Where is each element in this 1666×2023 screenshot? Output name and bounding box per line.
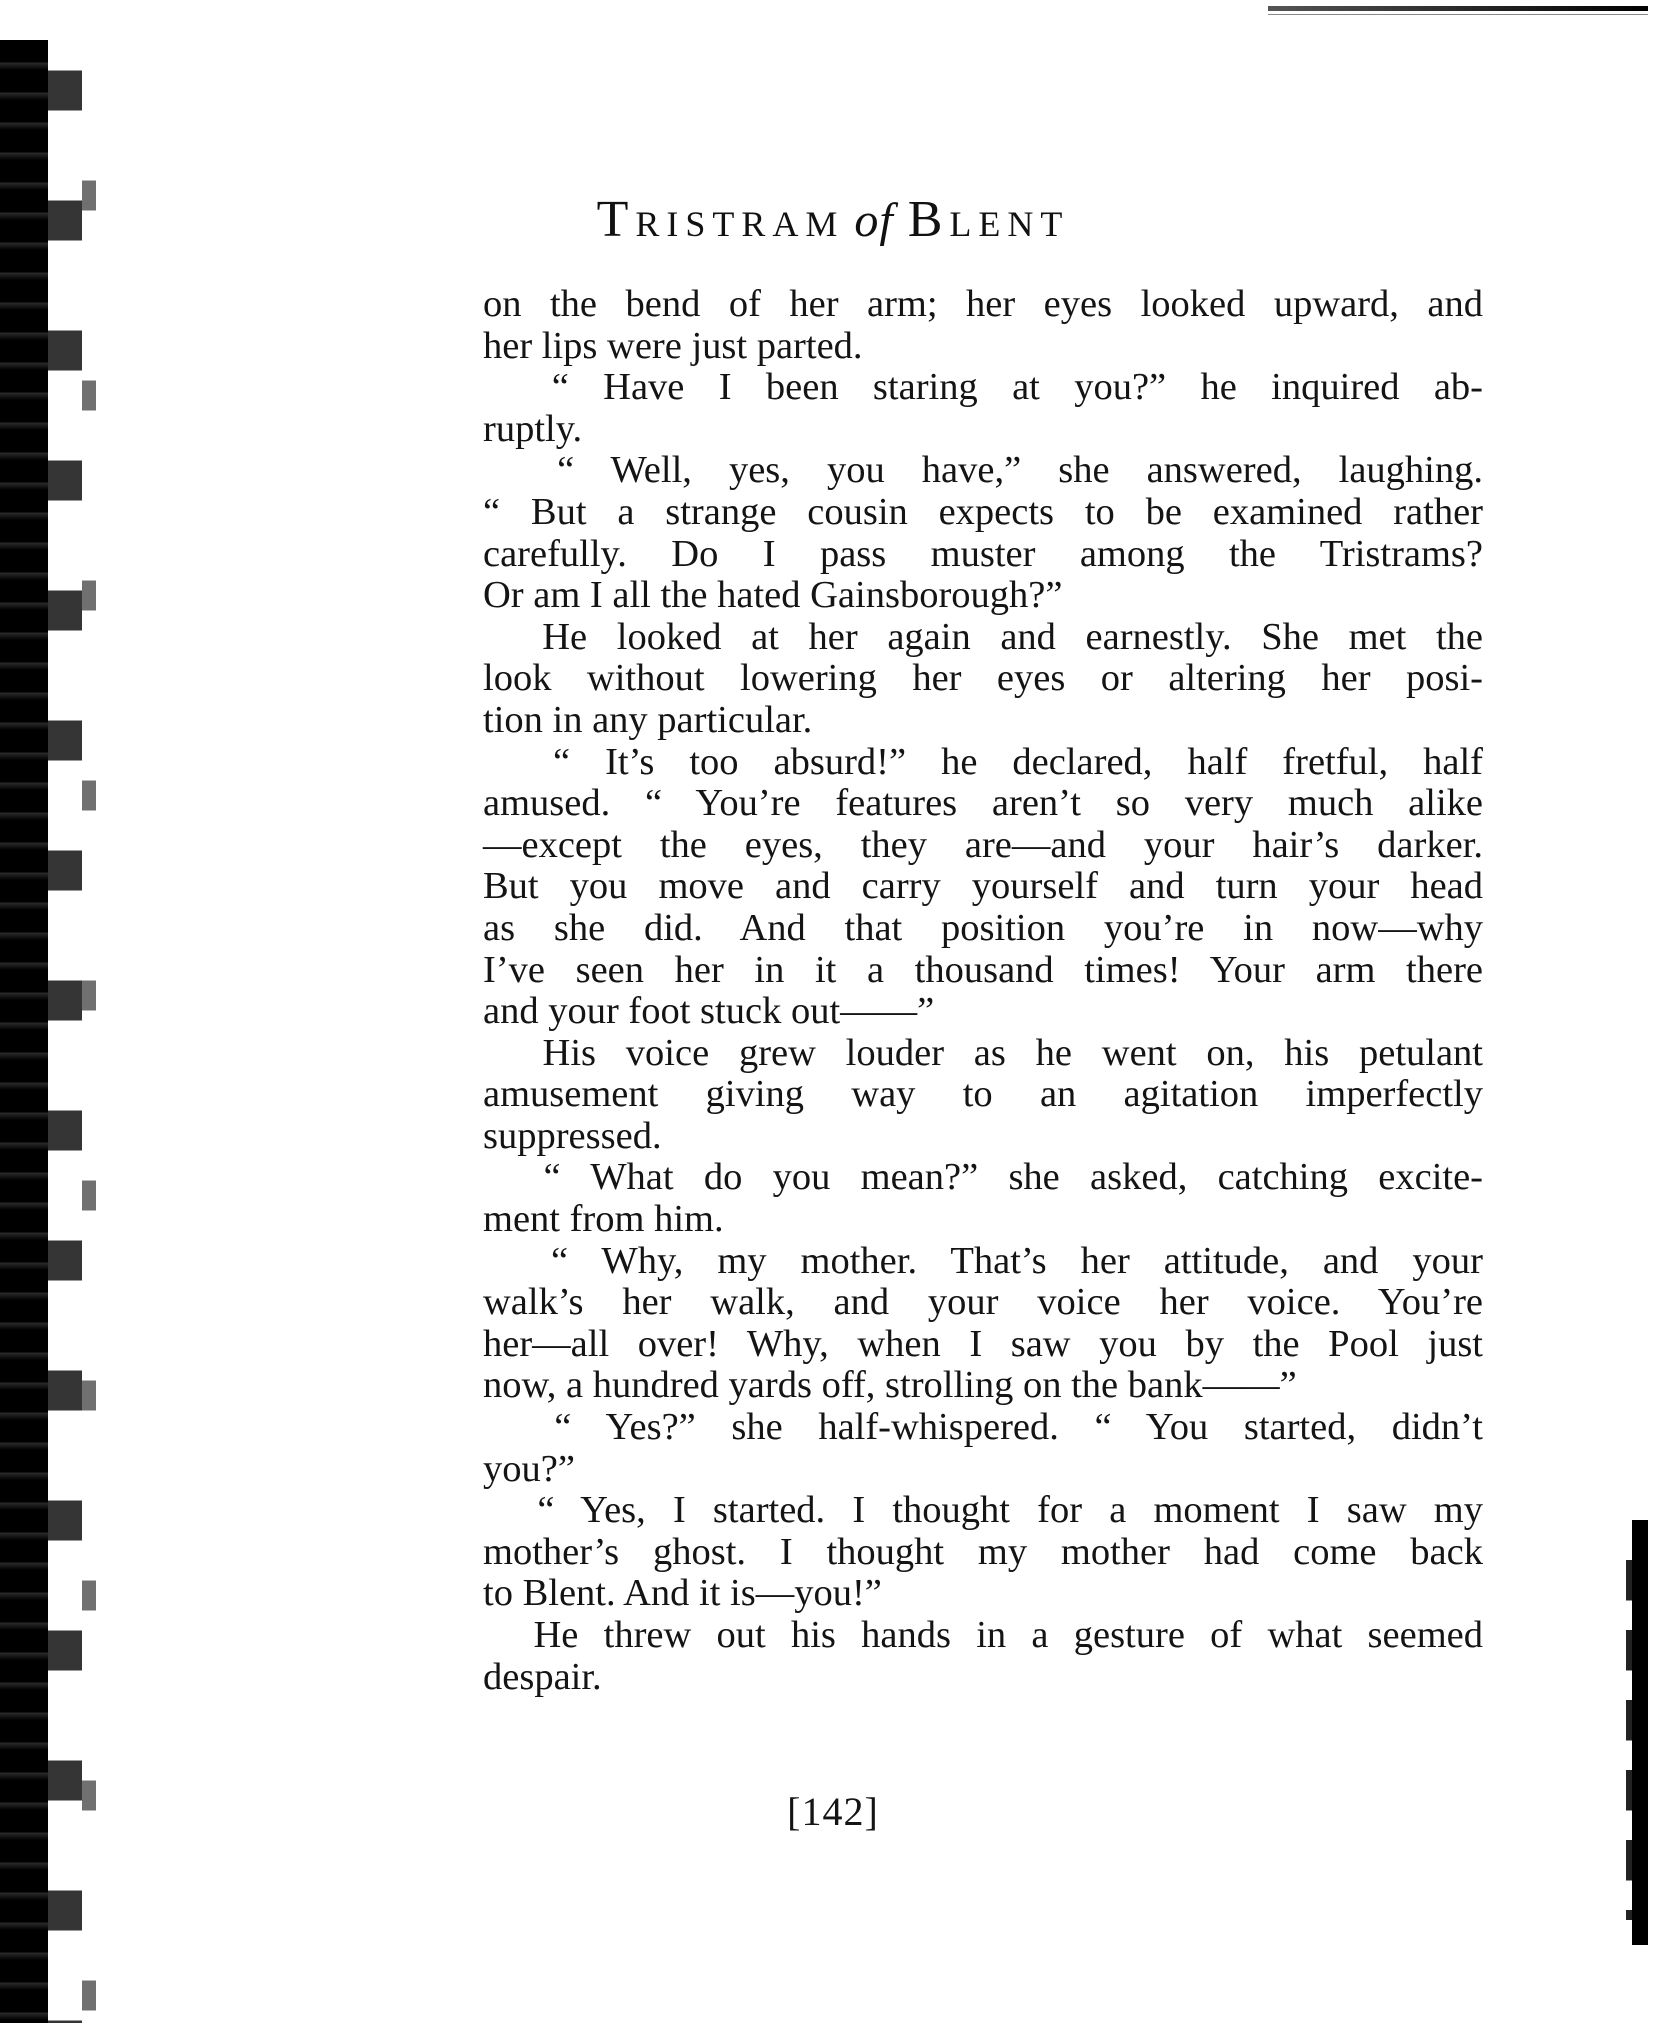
scan-left-edge-shadow [48, 40, 82, 2023]
header-title-initial-1: T [596, 191, 636, 248]
text-line: His voice grew louder as he went on, his petulant [483, 1031, 1483, 1074]
header-title-connector: of [854, 194, 894, 247]
text-line: —except the eyes, they are—and your hair’s darker. [483, 823, 1483, 866]
header-title-rest-1: RISTRAM [635, 204, 845, 244]
text-line: He threw out his hands in a gesture of what seemed [483, 1614, 1483, 1656]
text-line: on the bend of her arm; her eyes looked upward, and [483, 283, 1483, 325]
text-line: tion in any particular. [483, 698, 813, 741]
text-line: But you move and carry yourself and turn your head [483, 865, 1483, 908]
text-line: “ Yes?” she half-whispered. “ You started, didn’t [483, 1406, 1483, 1449]
scan-left-edge [0, 40, 48, 2023]
text-line: to Blent. And it is—you!” [483, 1572, 882, 1615]
text-line: and your foot stuck out——” [483, 990, 935, 1033]
text-line: look without lowering her eyes or altering her posi- [483, 657, 1483, 700]
header-title-rest-2: LENT [949, 204, 1070, 244]
text-line: “ Have I been staring at you?” he inquired ab- [483, 366, 1483, 409]
text-line: “ But a strange cousin expects to be examined rather [483, 490, 1483, 533]
text-line: her lips were just parted. [483, 324, 863, 367]
text-line: walk’s her walk, and your voice her voice. You’re [483, 1281, 1483, 1324]
text-line: “ Well, yes, you have,” she answered, laughing. [483, 449, 1483, 492]
text-line: her—all over! Why, when I saw you by the Pool just [483, 1322, 1483, 1365]
text-line: carefully. Do I pass muster among the Tristrams? [483, 532, 1483, 575]
scan-left-edge-speckle [82, 120, 96, 2020]
text-line: amusement giving way to an agitation imperfectly [483, 1073, 1483, 1116]
text-line: ment from him. [483, 1198, 724, 1241]
text-line: suppressed. [483, 1114, 662, 1157]
text-line: I’ve seen her in it a thousand times! Your arm there [483, 948, 1483, 991]
text-line: ruptly. [483, 407, 583, 450]
text-line: Or am I all the hated Gainsborough?” [483, 574, 1063, 617]
header-title-initial-2: B [907, 191, 950, 248]
scan-right-edge [1632, 1520, 1648, 1945]
scan-right-edge-shadow [1626, 1560, 1632, 1920]
text-line: “ Yes, I started. I thought for a moment I saw my [483, 1489, 1483, 1532]
top-rule-thin [1268, 14, 1648, 15]
text-line: He looked at her again and earnestly. She met the [483, 615, 1483, 658]
text-line: “ Why, my mother. That’s her attitude, and your [483, 1239, 1483, 1282]
text-line: despair. [483, 1655, 602, 1698]
text-line: as she did. And that position you’re in now—why [483, 906, 1483, 949]
text-line: “ It’s too absurd!” he declared, half fretful, half [483, 740, 1483, 783]
body-text [483, 284, 1483, 1698]
running-header [0, 190, 1666, 249]
text-line: mother’s ghost. I thought my mother had come back [483, 1530, 1483, 1573]
text-line: amused. “ You’re features aren’t so very much alike [483, 782, 1483, 825]
text-line: “ What do you mean?” she asked, catching excite- [483, 1156, 1483, 1199]
top-rule [1268, 6, 1648, 11]
page-number: [142] [787, 1789, 879, 1834]
text-line: now, a hundred yards off, strolling on the bank——” [483, 1364, 1297, 1407]
text-line: you?” [483, 1447, 575, 1490]
